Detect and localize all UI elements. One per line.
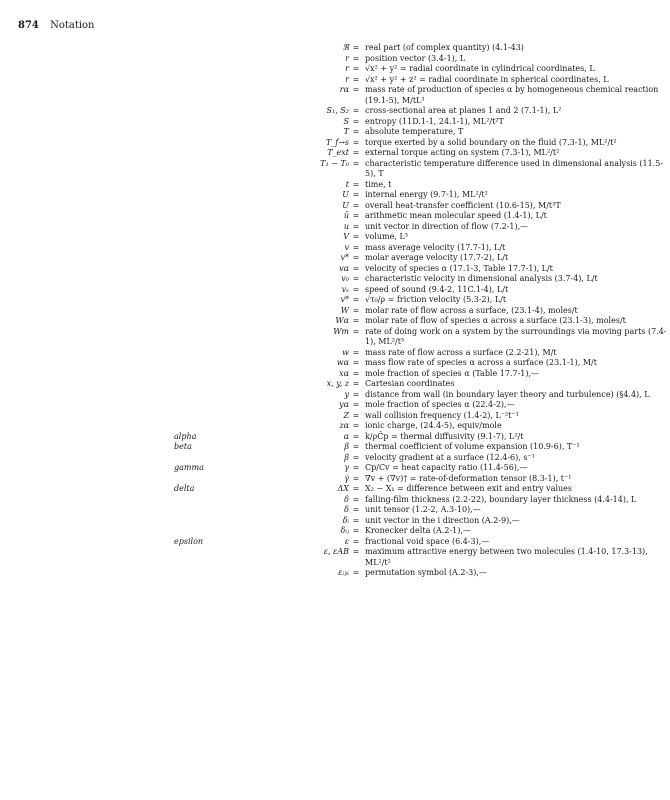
notation-entry [0, 243, 599, 254]
definition: mass flow rate of species α across a surface (23.1-1), M/t [365, 358, 597, 367]
symbol: α [343, 431, 349, 441]
notation-entry [0, 43, 599, 54]
definition: mole fraction of species α (22.4-2),— [365, 400, 515, 409]
symbol: T [343, 127, 349, 136]
definition: velocity gradient at a surface (12.4-6), s⁻¹ [365, 452, 535, 462]
symbol: U [342, 190, 349, 199]
notation-entry [0, 295, 599, 306]
equals-sign: = [352, 284, 360, 294]
notation-entry [0, 505, 599, 516]
definition: Cartesian coordinates [365, 379, 455, 388]
definition: unit tensor (1.2-2, A.3-10),— [365, 505, 481, 514]
symbol: r [345, 53, 349, 63]
symbol: zα [339, 421, 349, 430]
definition: real part (of complex quantity) (4.1-43) [365, 43, 524, 52]
symbol: t [345, 179, 349, 189]
symbol: x, y, z [326, 379, 349, 388]
notation-entry [0, 253, 599, 264]
equals-sign: = [352, 221, 360, 231]
equals-sign: = [352, 505, 360, 514]
symbol: v [344, 242, 349, 252]
equals-sign: = [352, 368, 360, 378]
notation-entry [0, 484, 599, 495]
greek-letter-name: beta [174, 442, 192, 451]
notation-entry [0, 421, 599, 432]
notation-entry [0, 389, 650, 401]
symbol: y [344, 389, 349, 399]
equals-sign: = [352, 400, 360, 409]
definition: characteristic temperature difference used in dimensional analysis (11.5-5), T [365, 158, 664, 178]
symbol: w [342, 347, 349, 357]
equals-sign: = [352, 253, 360, 262]
equals-sign: = [352, 127, 360, 136]
definition: Kronecker delta (A.2-1),— [365, 526, 471, 535]
notation-entry [0, 306, 599, 317]
definition: falling-film thickness (2.2-22), boundary layer thickness (4.4-14), L [365, 494, 637, 504]
symbol: ε, εAB [323, 547, 349, 556]
notation-entry [0, 54, 599, 65]
notation-entry [0, 180, 599, 191]
definition: speed of sound (9.4-2, 11C.1-4), L/t [365, 284, 509, 294]
symbol: Wm [333, 326, 349, 336]
notation-entry [0, 117, 599, 128]
equals-sign: = [352, 452, 360, 462]
equals-sign: = [352, 53, 360, 63]
notation-entry [0, 274, 599, 285]
equals-sign: = [352, 358, 360, 367]
equals-sign: = [352, 442, 360, 451]
notation-entry [0, 232, 599, 243]
equals-sign: = [352, 526, 360, 535]
equals-sign: = [352, 463, 360, 472]
symbol: U [342, 200, 349, 210]
notation-entry [0, 379, 599, 390]
notation-entry [0, 369, 599, 380]
symbol: Wα [335, 316, 349, 325]
symbol: β [344, 452, 349, 462]
symbol: β [344, 442, 349, 451]
notation-entry [0, 74, 609, 86]
symbol: ū [343, 211, 349, 220]
equals-sign: = [352, 547, 360, 556]
symbol: r [345, 64, 349, 73]
symbol: ΔX [337, 484, 349, 493]
notation-entry [0, 432, 599, 443]
notation-entry [0, 348, 599, 359]
equals-sign: = [352, 274, 360, 283]
definition: ionic charge, (24.4-5), equiv/mole [365, 421, 502, 430]
notation-entry [0, 158, 664, 180]
equals-sign: = [352, 484, 360, 493]
definition: mass rate of flow across a surface (2.2-21), M/t [365, 347, 557, 357]
equals-sign: = [352, 74, 360, 84]
definition: velocity of species α (17.1-3, Table 17.7-1), L/t [365, 263, 553, 273]
definition: Cp/Cv = heat capacity ratio (11.4-56),— [365, 463, 528, 472]
symbol: xα [339, 368, 349, 378]
equals-sign: = [352, 568, 360, 577]
definition: cross-sectional area at planes 1 and 2 (7.1-1), L² [365, 106, 562, 115]
notation-entry [0, 106, 599, 117]
symbol: v* [340, 295, 349, 304]
equals-sign: = [352, 316, 360, 325]
symbol: vₛ [341, 284, 349, 294]
notation-entry [0, 64, 599, 75]
symbol: γ [344, 463, 349, 472]
definition: characteristic velocity in dimensional analysis (3.7-4), L/t [365, 274, 598, 283]
definition: volume, L³ [365, 232, 408, 241]
equals-sign: = [352, 211, 360, 220]
symbol: T_ext [327, 148, 349, 157]
notation-entry [0, 400, 599, 411]
notation-entry [0, 201, 599, 212]
symbol: γ̇ [344, 473, 349, 483]
equals-sign: = [352, 295, 360, 304]
definition: unit vector in the i direction (A.2-9),— [365, 515, 520, 525]
symbol: ℜ [342, 43, 349, 52]
symbol: rα [339, 85, 349, 94]
equals-sign: = [352, 347, 360, 357]
notation-entry [0, 211, 599, 222]
equals-sign: = [352, 515, 360, 525]
greek-letter-name: delta [174, 484, 195, 493]
equals-sign: = [352, 106, 360, 115]
definition: thermal coefficient of volume expansion (10.9-6), T⁻¹ [365, 442, 580, 451]
equals-sign: = [352, 200, 360, 210]
symbol: εᵢⱼₖ [338, 568, 349, 577]
notation-entry [0, 516, 599, 527]
definition: molar average velocity (17.7-2), L/t [365, 253, 509, 262]
notation-entry [0, 85, 659, 106]
section-title: Notation [50, 20, 95, 31]
definition: mass average velocity (17.7-1), L/t [365, 242, 506, 252]
definition: position vector (3.4-1), L [365, 53, 466, 63]
symbol: r [345, 74, 349, 84]
definition: k/ρĈp = thermal diffusivity (9.1-7), L²/t [365, 431, 524, 441]
symbol: yα [339, 400, 349, 409]
definition: absolute temperature, T [365, 127, 464, 136]
equals-sign: = [352, 536, 360, 546]
definition: permutation symbol (A.2-3),— [365, 568, 487, 577]
equals-sign: = [352, 242, 360, 252]
symbol: Z [343, 410, 349, 420]
symbol: T_f→s [325, 137, 349, 147]
notation-entry [0, 568, 599, 579]
symbol: V [343, 232, 349, 241]
notation-entry [0, 137, 617, 149]
notation-entry [0, 494, 637, 506]
symbol: v* [340, 253, 349, 262]
notation-entry [0, 474, 599, 485]
notation-entry [0, 316, 626, 327]
symbol: u [343, 221, 349, 231]
symbol: δ [344, 494, 349, 504]
equals-sign: = [352, 190, 360, 199]
definition: mass rate of production of species α by homogeneous chemical reaction (19.1-5), M/tL³ [365, 85, 659, 105]
equals-sign: = [352, 148, 360, 157]
equals-sign: = [352, 116, 360, 126]
definition: overall heat-transfer coefficient (10.6-15), M/t³T [365, 200, 561, 210]
definition: torque exerted by a solid boundary on the fluid (7.3-1), ML²/t² [365, 137, 617, 147]
symbol: δ [344, 505, 349, 514]
notation-entry [0, 127, 599, 138]
notation-entry [0, 411, 599, 422]
notation-entry [0, 463, 599, 474]
definition: mole fraction of species α (Table 17.7-1),— [365, 368, 540, 378]
symbol: δᵢ [342, 515, 349, 525]
page-number: 874 [18, 20, 39, 31]
equals-sign: = [352, 379, 360, 388]
equals-sign: = [352, 85, 360, 94]
equals-sign: = [352, 232, 360, 241]
definition: rate of doing work on a system by the surroundings via moving parts (7.4-1), ML²/t³ [365, 326, 667, 346]
equals-sign: = [352, 410, 360, 420]
definition: entropy (11D.1-1, 24.1-1), ML²/t²T [365, 116, 504, 126]
equals-sign: = [352, 473, 360, 483]
equals-sign: = [352, 494, 360, 504]
definition: maximum attractive energy between two molecules (1.4-10, 17.3-13), ML²/t² [365, 547, 648, 567]
definition: arithmetic mean molecular speed (1.4-1), L/t [365, 211, 547, 220]
notation-entry [0, 326, 667, 348]
equals-sign: = [352, 431, 360, 441]
page-header [18, 20, 95, 31]
equals-sign: = [352, 389, 360, 399]
greek-letter-name: epsilon [174, 536, 204, 546]
notation-entry [0, 547, 648, 568]
symbol: T₁ − T₀ [320, 158, 349, 168]
notation-entry [0, 358, 599, 369]
definition: external torque acting on system (7.3-1), ML²/t² [365, 148, 560, 157]
notation-entry [0, 442, 599, 453]
definition: √x² + y² = radial coordinate in cylindrical coordinates, L [365, 64, 595, 73]
notation-entry [0, 526, 599, 537]
definition: unit vector in direction of flow (7.2-1),— [365, 221, 529, 231]
equals-sign: = [352, 263, 360, 273]
definition: molar rate of flow of species α across a surface (23.1-3), moles/t [365, 316, 626, 325]
symbol: S₁, S₂ [326, 106, 349, 115]
notation-list [0, 43, 667, 579]
greek-letter-name: alpha [174, 431, 197, 441]
symbol: δᵢⱼ [340, 526, 349, 535]
equals-sign: = [352, 64, 360, 73]
symbol: v₀ [341, 274, 349, 283]
notation-entry [0, 190, 599, 201]
definition: internal energy (9.7-1), ML²/t² [365, 190, 488, 199]
equals-sign: = [352, 421, 360, 430]
equals-sign: = [352, 137, 360, 147]
definition: fractional void space (6.4-3),— [365, 536, 490, 546]
definition: √τ₀/ρ = friction velocity (5.3-2), L/t [365, 295, 507, 304]
definition: X₂ − X₁ = difference between exit and entry values [365, 484, 573, 493]
definition: ∇v + (∇v)† = rate-of-deformation tensor (8.3-1), t⁻¹ [365, 473, 572, 483]
notation-entry [0, 285, 599, 296]
equals-sign: = [352, 158, 360, 168]
notation-entry [0, 537, 599, 548]
symbol: W [340, 305, 349, 315]
definition: wall collision frequency (1.4-2), L⁻²t⁻¹ [365, 410, 519, 420]
definition: molar rate of flow across a surface, (23.1-4), moles/t [365, 305, 578, 315]
definition: √x² + y² + z² = radial coordinate in spherical coordinates, L [365, 74, 609, 84]
notation-entry [0, 222, 599, 233]
symbol: vα [339, 263, 349, 273]
greek-letter-name: gamma [174, 463, 204, 472]
notation-entry [0, 264, 599, 275]
symbol: S [343, 116, 349, 126]
symbol: ε [344, 536, 349, 546]
symbol: wα [336, 358, 349, 367]
notation-entry [0, 453, 599, 464]
equals-sign: = [352, 43, 360, 52]
equals-sign: = [352, 179, 360, 189]
notation-entry [0, 148, 599, 159]
equals-sign: = [352, 326, 360, 336]
definition: distance from wall (in boundary layer theory and turbulence) (§4.4), L [365, 389, 650, 399]
equals-sign: = [352, 305, 360, 315]
definition: time, t [365, 179, 392, 189]
